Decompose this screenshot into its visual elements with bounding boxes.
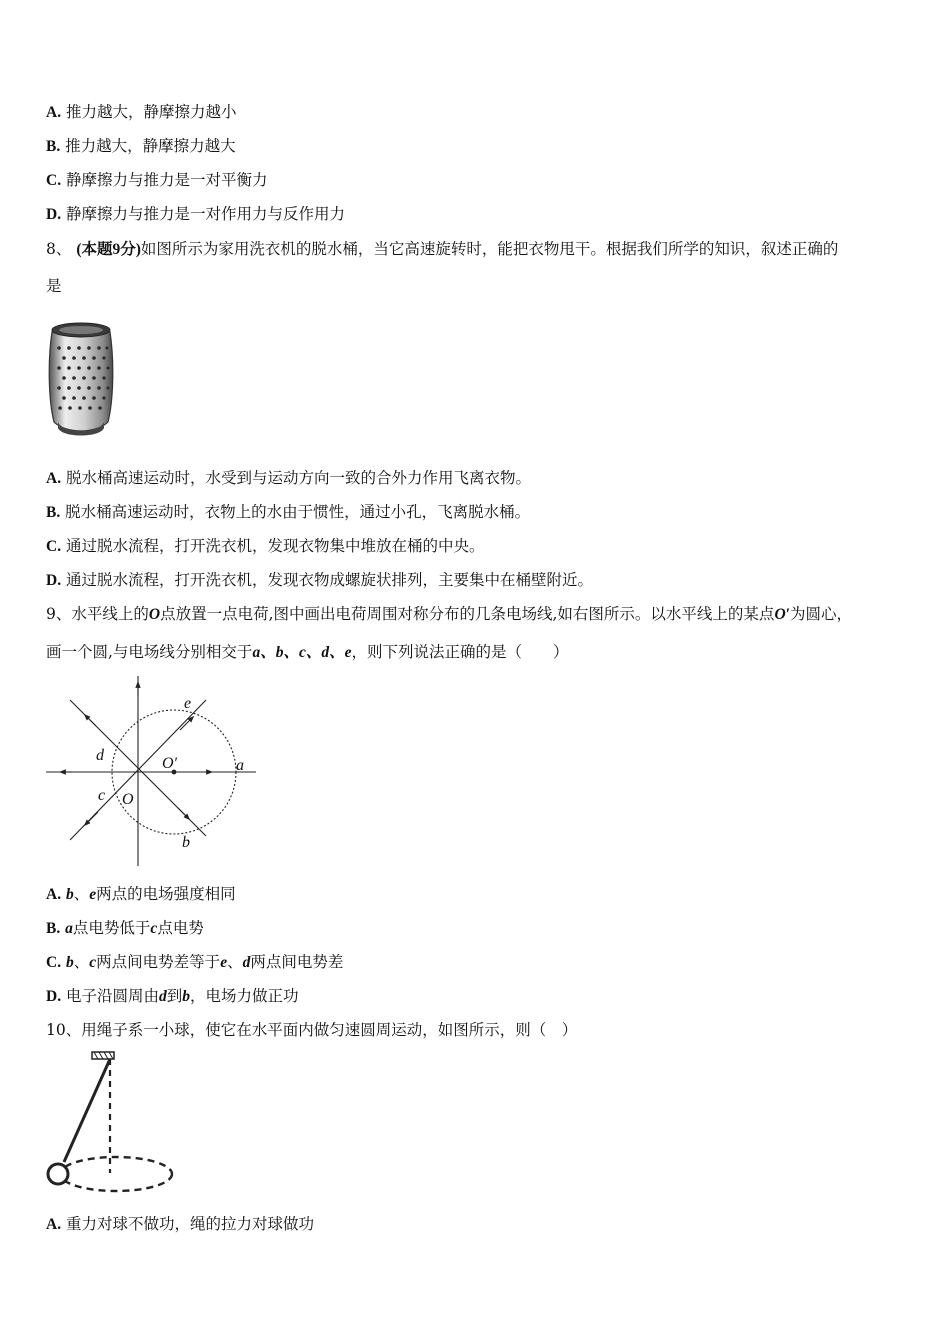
option-text: 到	[166, 987, 183, 1005]
q8-stem-cont: 是	[46, 277, 62, 295]
option-letter: D	[46, 988, 58, 1005]
option-var: b	[182, 988, 191, 1005]
q8-option-a: A. 脱水桶高速运动时，水受到与运动方向一致的合外力作用飞离衣物。	[46, 469, 532, 487]
conical-pendulum-figure	[44, 1048, 178, 1198]
arrow-lower-left	[86, 812, 98, 824]
option-text: 静摩擦力与推力是一对平衡力	[66, 171, 268, 189]
option-text: 通过脱水流程，打开洗衣机，发现衣物成螺旋状排列，主要集中在桶壁附近。	[66, 571, 594, 589]
option-var: b	[66, 954, 74, 971]
ball	[48, 1164, 68, 1184]
option-text: 电子沿圆周由	[66, 987, 160, 1005]
option-var: d	[242, 954, 251, 971]
option-text: 、	[73, 953, 90, 971]
stem-text: ，则下列说法正确的是（ ）	[351, 643, 569, 661]
q9-stem-cont	[46, 642, 568, 663]
q10-option-a: A. 重力对球不做功，绳的拉力对球做功	[46, 1215, 315, 1233]
option-var: e	[89, 886, 97, 903]
question-tag: (本题9分)	[76, 241, 141, 258]
question-stem: 如图所示为家用洗衣机的脱水桶，当它高速旋转时，能把衣物甩干。根据我们所学的知识，叙述正确的	[140, 240, 839, 258]
option-var: c	[89, 954, 97, 971]
label-e: e	[184, 695, 192, 712]
q8-option-d: D. 通过脱水流程，打开洗衣机，发现衣物成螺旋状排列，主要集中在桶壁附近。	[46, 571, 594, 589]
label-b: b	[182, 834, 190, 851]
option-text: 静摩擦力与推力是一对作用力与反作用力	[66, 205, 346, 223]
option-letter: B	[46, 138, 57, 155]
option-var: c	[150, 920, 158, 937]
option-text: 两点间电势差等于	[96, 953, 221, 971]
option-letter: D	[46, 206, 58, 223]
point-o-prime: O′	[774, 606, 790, 623]
label-o-prime: O′	[162, 755, 178, 772]
q9-stem	[46, 604, 852, 625]
option-letter: C	[46, 172, 58, 189]
option-letter: A	[46, 886, 58, 903]
string	[64, 1059, 110, 1162]
option-text: 两点间电势差	[250, 953, 344, 971]
q9-option-b: B. a点电势低于c点电势	[46, 919, 204, 937]
option-text: 重力对球不做功，绳的拉力对球做功	[66, 1215, 315, 1233]
option-text: 脱水桶高速运动时，衣物上的水由于惯性，通过小孔，飞离脱水桶。	[65, 503, 531, 521]
option-text: 推力越大，静摩擦力越小	[66, 103, 237, 121]
stem-text: 9、水平线上的	[46, 605, 149, 623]
option-text: 两点的电场强度相同	[96, 885, 236, 903]
option-letter: C	[46, 954, 58, 971]
stem-text: 为圆心，	[790, 605, 853, 623]
label-d: d	[96, 747, 104, 764]
label-o: O	[122, 791, 134, 808]
q7-option-c: C. 静摩擦力与推力是一对平衡力	[46, 171, 268, 189]
intersection-points: a、b、c、d、e	[252, 644, 352, 661]
arrow-lower-right	[178, 808, 188, 818]
ceiling-hatch	[94, 1052, 113, 1059]
stem-text: 画一个圆,与电场线分别相交于	[46, 643, 253, 661]
option-letter: B	[46, 504, 57, 521]
option-letter: A	[46, 470, 58, 487]
option-text: 脱水桶高速运动时，水受到与运动方向一致的合外力作用飞离衣物。	[66, 469, 532, 487]
option-var: e	[220, 954, 228, 971]
option-text: 通过脱水流程，打开洗衣机，发现衣物集中堆放在桶的中央。	[66, 537, 485, 555]
option-var: d	[159, 988, 167, 1005]
q8-stem	[46, 239, 838, 260]
point-o: O	[148, 606, 161, 623]
q10-stem: 10、用绳子系一小球，使它在水平面内做匀速圆周运动，如图所示，则（ ）	[46, 1021, 578, 1039]
q7-option-b: B. 推力越大，静摩擦力越大	[46, 137, 236, 155]
label-c: c	[98, 787, 106, 804]
q8-option-b: B. 脱水桶高速运动时，衣物上的水由于惯性，通过小孔，飞离脱水桶。	[46, 503, 531, 521]
option-var: a	[65, 920, 73, 937]
option-letter: A	[46, 104, 58, 121]
option-text: 、	[227, 953, 243, 971]
question-number: 8、	[46, 240, 72, 258]
q8-option-c: C. 通过脱水流程，打开洗衣机，发现衣物集中堆放在桶的中央。	[46, 537, 485, 555]
option-letter: C	[46, 538, 58, 555]
option-text: ，电场力做正功	[190, 987, 299, 1005]
q9-option-c: C. b、c两点间电势差等于e、d两点间电势差	[46, 953, 344, 971]
option-text: 推力越大，静摩擦力越大	[65, 137, 236, 155]
option-letter: A	[46, 1216, 58, 1233]
option-letter: B	[46, 920, 57, 937]
electric-field-figure	[42, 672, 258, 870]
drum-top-opening	[59, 326, 103, 334]
washing-drum-figure	[44, 318, 120, 438]
option-text: 点电势低于	[72, 919, 151, 937]
arrow-upper-left	[86, 716, 96, 726]
label-a: a	[236, 757, 244, 774]
q9-option-a: A. b、e两点的电场强度相同	[46, 885, 236, 903]
option-text: 、	[73, 885, 90, 903]
option-letter: D	[46, 572, 58, 589]
q7-option-d: D. 静摩擦力与推力是一对作用力与反作用力	[46, 205, 346, 223]
stem-text: 点放置一点电荷,图中画出电荷周围对称分布的几条电场线,如右图所示。以水平线上的某点	[160, 605, 775, 623]
option-text: 点电势	[157, 919, 204, 937]
q9-option-d: D. 电子沿圆周由d到b，电场力做正功	[46, 987, 299, 1005]
q7-option-a: A. 推力越大，静摩擦力越小	[46, 103, 237, 121]
option-var: b	[66, 886, 74, 903]
circular-path	[60, 1157, 172, 1191]
